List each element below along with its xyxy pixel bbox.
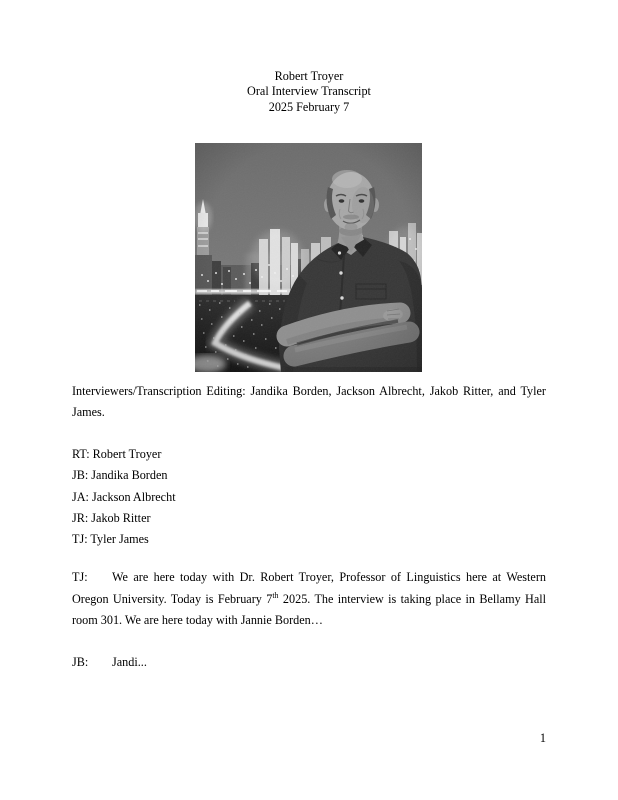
speaker-key-item: JR: Jakob Ritter	[72, 510, 151, 525]
portrait-photo-graphic	[195, 143, 422, 372]
speaker-label: JB:	[72, 655, 89, 669]
document-header	[0, 69, 618, 115]
interviewers-paragraph: Interviewers/Transcription Editing: Jandika Borden, Jackson Albrecht, Jakob Ritter, and Tyler James.	[72, 384, 546, 420]
transcript-text: We are here today with Dr. Robert Troyer, Professor of Linguistics here at Western Oregon University. Today is February 7	[72, 570, 546, 606]
doc-subtitle: Oral Interview Transcript	[247, 84, 371, 99]
speaker-label: TJ:	[72, 570, 88, 584]
transcript-entry-tj	[72, 567, 546, 632]
doc-title: Robert Troyer	[274, 69, 344, 83]
transcript-text: Jandi...	[112, 655, 147, 669]
page-number: 1	[539, 731, 546, 745]
speaker-key-item: JA: Jackson Albrecht	[72, 489, 176, 504]
speaker-key-list	[72, 444, 176, 550]
portrait-photo	[195, 143, 422, 372]
photo-grain	[195, 143, 422, 372]
speaker-key-item: TJ: Tyler James	[72, 532, 149, 547]
transcript-text: 2025. The interview is taking place in Bellamy Hall room 301. We are here today with Jannie Borden…	[72, 591, 546, 627]
doc-date: 2025 February 7	[268, 99, 350, 114]
speaker-key-item: JB: Jandika Borden	[72, 468, 168, 483]
transcript-entry-jb	[72, 652, 546, 674]
ordinal-superscript: th	[272, 590, 279, 600]
speaker-key-item: RT: Robert Troyer	[72, 447, 162, 461]
